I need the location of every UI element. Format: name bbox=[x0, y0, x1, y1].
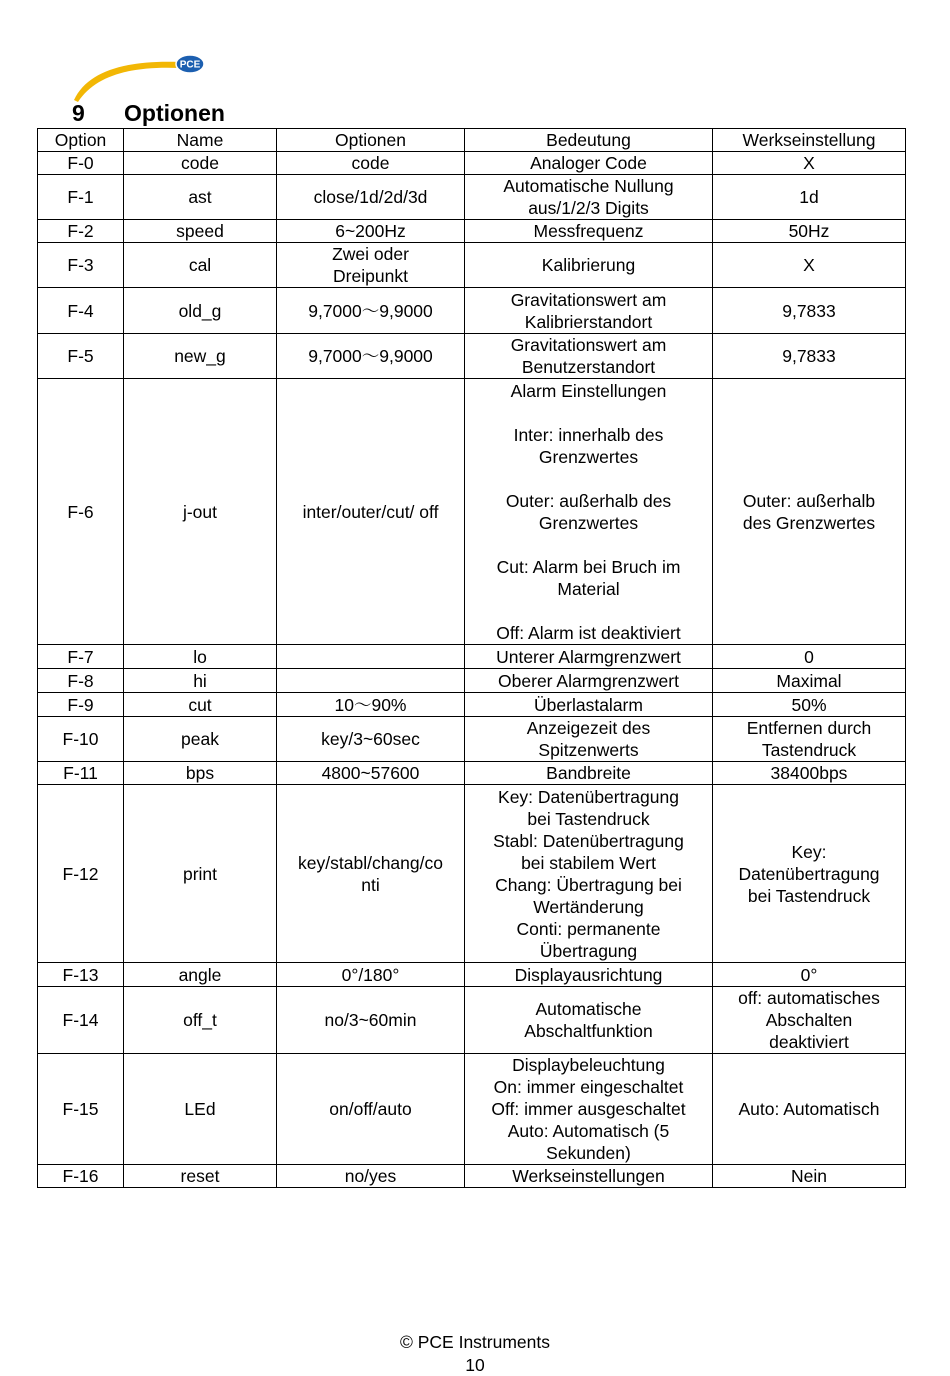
option-meaning: Gravitationswert am Kalibrierstandort bbox=[465, 288, 713, 334]
option-name: print bbox=[124, 785, 277, 963]
option-name: hi bbox=[124, 669, 277, 693]
option-values: 4800~57600 bbox=[277, 762, 465, 785]
option-default: Nein bbox=[713, 1165, 906, 1188]
option-values: 6~200Hz bbox=[277, 220, 465, 243]
option-default: X bbox=[713, 152, 906, 175]
option-id: F-5 bbox=[38, 334, 124, 379]
table-row bbox=[38, 334, 906, 379]
option-meaning: Displaybeleuchtung On: immer eingeschaltet Off: immer ausgeschaltet Auto: Automatisch (5 Sekunden) bbox=[465, 1054, 713, 1165]
option-id: F-1 bbox=[38, 175, 124, 220]
table-header-row bbox=[38, 129, 906, 152]
option-values: inter/outer/cut/ off bbox=[277, 379, 465, 645]
option-meaning: Analoger Code bbox=[465, 152, 713, 175]
option-meaning: Displayausrichtung bbox=[465, 963, 713, 987]
option-id: F-12 bbox=[38, 785, 124, 963]
option-default: off: automatisches Abschalten deaktiviert bbox=[713, 987, 906, 1054]
header-option: Option bbox=[38, 129, 124, 152]
option-default: 9,7833 bbox=[713, 288, 906, 334]
option-meaning: Automatische Nullung aus/1/2/3 Digits bbox=[465, 175, 713, 220]
option-id: F-10 bbox=[38, 717, 124, 762]
header-name: Name bbox=[124, 129, 277, 152]
option-default: 50Hz bbox=[713, 220, 906, 243]
option-id: F-13 bbox=[38, 963, 124, 987]
option-values: 9,7000～9,9000 bbox=[277, 334, 465, 379]
option-values: no/yes bbox=[277, 1165, 465, 1188]
option-default: Outer: außerhalb des Grenzwertes bbox=[713, 379, 906, 645]
option-name: lo bbox=[124, 645, 277, 669]
option-name: cut bbox=[124, 693, 277, 717]
logo-swoosh bbox=[74, 62, 180, 102]
option-default: X bbox=[713, 243, 906, 288]
option-values: 9,7000～9,9000 bbox=[277, 288, 465, 334]
table-row bbox=[38, 379, 906, 645]
table-row bbox=[38, 243, 906, 288]
option-meaning: Alarm Einstellungen Inter: innerhalb des Grenzwertes Outer: außerhalb des Grenzwertes Cut: Alarm bei Bruch im Material Off: Alarm ist deaktiviert bbox=[465, 379, 713, 645]
option-default: Key: Datenübertragung bei Tastendruck bbox=[713, 785, 906, 963]
option-meaning: Anzeigezeit des Spitzenwerts bbox=[465, 717, 713, 762]
option-values: key/stabl/chang/co nti bbox=[277, 785, 465, 963]
table-row bbox=[38, 152, 906, 175]
option-values: close/1d/2d/3d bbox=[277, 175, 465, 220]
option-id: F-16 bbox=[38, 1165, 124, 1188]
table-row bbox=[38, 963, 906, 987]
option-name: peak bbox=[124, 717, 277, 762]
option-id: F-9 bbox=[38, 693, 124, 717]
logo-text: PCE bbox=[179, 59, 201, 71]
option-default: Auto: Automatisch bbox=[713, 1054, 906, 1165]
table-row bbox=[38, 785, 906, 963]
option-values bbox=[277, 669, 465, 693]
option-meaning: Kalibrierung bbox=[465, 243, 713, 288]
option-id: F-4 bbox=[38, 288, 124, 334]
option-name: angle bbox=[124, 963, 277, 987]
option-id: F-8 bbox=[38, 669, 124, 693]
section-heading bbox=[72, 100, 225, 127]
option-values: key/3~60sec bbox=[277, 717, 465, 762]
table-row bbox=[38, 220, 906, 243]
option-name: j-out bbox=[124, 379, 277, 645]
option-meaning: Überlastalarm bbox=[465, 693, 713, 717]
option-id: F-14 bbox=[38, 987, 124, 1054]
option-values: code bbox=[277, 152, 465, 175]
footer-page-number: 10 bbox=[465, 1355, 485, 1375]
option-id: F-0 bbox=[38, 152, 124, 175]
option-name: code bbox=[124, 152, 277, 175]
option-values: 10～90% bbox=[277, 693, 465, 717]
option-default: 1d bbox=[713, 175, 906, 220]
options-table bbox=[37, 128, 906, 1188]
pce-logo bbox=[68, 52, 208, 104]
option-name: speed bbox=[124, 220, 277, 243]
table-row bbox=[38, 693, 906, 717]
table-row bbox=[38, 762, 906, 785]
header-werkseinstellung: Werkseinstellung bbox=[713, 129, 906, 152]
option-name: old_g bbox=[124, 288, 277, 334]
option-meaning: Bandbreite bbox=[465, 762, 713, 785]
option-meaning: Key: Datenübertragung bei Tastendruck Stabl: Datenübertragung bei stabilem Wert Chang: Übertragung bei Wertänderung Conti: permanente Übertragung bbox=[465, 785, 713, 963]
option-name: LEd bbox=[124, 1054, 277, 1165]
option-meaning: Unterer Alarmgrenzwert bbox=[465, 645, 713, 669]
option-name: cal bbox=[124, 243, 277, 288]
option-meaning: Automatische Abschaltfunktion bbox=[465, 987, 713, 1054]
section-title: Optionen bbox=[124, 100, 225, 126]
option-id: F-11 bbox=[38, 762, 124, 785]
table-row bbox=[38, 175, 906, 220]
option-default: 0 bbox=[713, 645, 906, 669]
option-values: 0°/180° bbox=[277, 963, 465, 987]
option-default: 9,7833 bbox=[713, 334, 906, 379]
table-row bbox=[38, 717, 906, 762]
option-name: bps bbox=[124, 762, 277, 785]
option-default: Entfernen durch Tastendruck bbox=[713, 717, 906, 762]
option-meaning: Oberer Alarmgrenzwert bbox=[465, 669, 713, 693]
table-row bbox=[38, 669, 906, 693]
option-values bbox=[277, 645, 465, 669]
option-id: F-7 bbox=[38, 645, 124, 669]
header-bedeutung: Bedeutung bbox=[465, 129, 713, 152]
option-name: reset bbox=[124, 1165, 277, 1188]
option-id: F-15 bbox=[38, 1054, 124, 1165]
option-name: off_t bbox=[124, 987, 277, 1054]
option-meaning: Messfrequenz bbox=[465, 220, 713, 243]
table-row bbox=[38, 645, 906, 669]
option-id: F-3 bbox=[38, 243, 124, 288]
option-meaning: Gravitationswert am Benutzerstandort bbox=[465, 334, 713, 379]
footer-copyright: © PCE Instruments bbox=[399, 1332, 551, 1352]
section-number: 9 bbox=[72, 100, 85, 126]
option-name: ast bbox=[124, 175, 277, 220]
option-values: no/3~60min bbox=[277, 987, 465, 1054]
option-default: 50% bbox=[713, 693, 906, 717]
option-meaning: Werkseinstellungen bbox=[465, 1165, 713, 1188]
option-id: F-2 bbox=[38, 220, 124, 243]
option-values: on/off/auto bbox=[277, 1054, 465, 1165]
option-default: 0° bbox=[713, 963, 906, 987]
option-default: Maximal bbox=[713, 669, 906, 693]
table-row bbox=[38, 987, 906, 1054]
table-row bbox=[38, 288, 906, 334]
table-row bbox=[38, 1165, 906, 1188]
table-body bbox=[38, 152, 906, 1188]
option-id: F-6 bbox=[38, 379, 124, 645]
option-default: 38400bps bbox=[713, 762, 906, 785]
option-name: new_g bbox=[124, 334, 277, 379]
table-row bbox=[38, 1054, 906, 1165]
header-optionen: Optionen bbox=[277, 129, 465, 152]
option-values: Zwei oder Dreipunkt bbox=[277, 243, 465, 288]
